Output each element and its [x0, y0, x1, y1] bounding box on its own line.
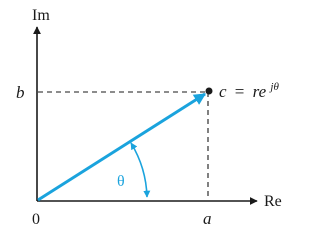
real-axis-label: Re	[264, 193, 282, 210]
angle-label: θ	[117, 173, 125, 190]
imaginary-axis-label: Im	[32, 7, 50, 24]
point-base: re	[252, 82, 267, 101]
origin-label: 0	[32, 211, 40, 228]
equals-sign: =	[234, 82, 245, 101]
x-coordinate-label: a	[203, 209, 212, 228]
point-expression	[219, 81, 279, 101]
point-exponent: jθ	[270, 81, 279, 93]
point-c	[206, 88, 213, 95]
point-name: c	[219, 82, 227, 101]
angle-arc	[131, 143, 147, 197]
y-coordinate-label: b	[16, 83, 25, 102]
